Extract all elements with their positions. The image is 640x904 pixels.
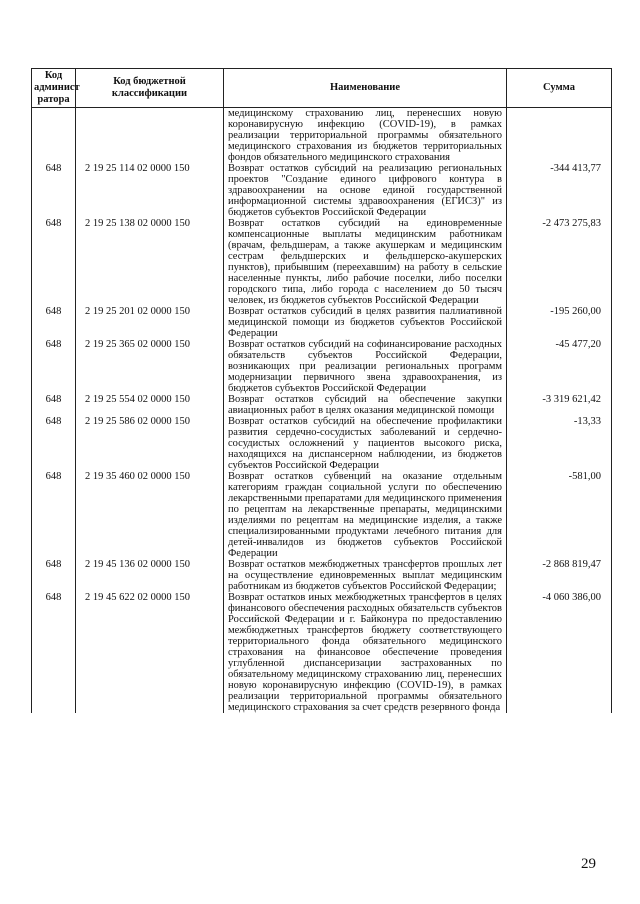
cell-name: Возврат остатков иных межбюджетных трансфертов в целях финансового обеспечения расходных обязательств субъектов Российской Федерации и г. Байконура по предоставлению межбюджетных трансфертов бюджету соответствующего территориального фонда обязательного медицинского страхования на финансовое обеспечение проведения углубленной диспансеризации застрахованных по обязательному медицинскому страхованию лиц, перенесших новую коронавирусную инфекцию (COVID-19), в рамках реализации территориальной программы обязательного медицинского страхования за счет средств резервного фонда xyxy=(224,592,507,713)
cell-admin: 648 xyxy=(32,592,76,713)
cell-code xyxy=(76,108,224,164)
table-row xyxy=(32,218,612,306)
cell-sum: -2 473 275,83 xyxy=(507,218,612,306)
cell-sum: -3 319 621,42 xyxy=(507,394,612,416)
cell-code: 2 19 25 586 02 0000 150 xyxy=(76,416,224,471)
cell-code: 2 19 25 114 02 0000 150 xyxy=(76,163,224,218)
cell-name: Возврат остатков субвенций на оказание отдельным категориям граждан социальной услуги по обеспечению лекарственными препаратами для медицинского применения по рецептам на лекарственные препараты, медицинскими изделиями по рецептам на медицинские изделия, а также специализированными продуктами лечебного питания для детей-инвалидов из бюджетов субъектов Российской Федерации xyxy=(224,471,507,559)
cell-code: 2 19 45 622 02 0000 150 xyxy=(76,592,224,713)
header-code: Код бюджетной классификации xyxy=(76,69,224,108)
cell-code: 2 19 25 138 02 0000 150 xyxy=(76,218,224,306)
table-row xyxy=(32,559,612,592)
cell-admin: 648 xyxy=(32,306,76,339)
cell-admin: 648 xyxy=(32,339,76,394)
cell-sum: -13,33 xyxy=(507,416,612,471)
cell-admin: 648 xyxy=(32,559,76,592)
cell-admin xyxy=(32,108,76,164)
table-row xyxy=(32,163,612,218)
cell-name: Возврат остатков межбюджетных трансфертов прошлых лет на осуществление единовременных выплат медицинским работникам из бюджетов субъектов Российской Федерации; xyxy=(224,559,507,592)
cell-sum: -4 060 386,00 xyxy=(507,592,612,713)
cell-name: Возврат остатков субсидий на реализацию региональных проектов "Создание единого цифрового контура в здравоохранении на основе единой государственной информационной системы здравоохранения (ЕГИСЗ)" из бюджетов субъектов Российской Федерации xyxy=(224,163,507,218)
page-number: 29 xyxy=(581,856,596,872)
cell-name: Возврат остатков субсидий на единовременные компенсационные выплаты медицинским работникам (врачам, фельдшерам, а также акушеркам и медицинским сестрам фельдшерских и фельдшерско-акушерских пунктов), прибывшим (переехавшим) на работу в сельские населенные пункты, либо рабочие поселки, либо поселки городского типа, либо города с населением до 50 тысяч человек, из бюджетов субъектов Российской Федерации xyxy=(224,218,507,306)
cell-admin: 648 xyxy=(32,416,76,471)
table-row xyxy=(32,471,612,559)
cell-name: Возврат остатков субсидий на софинансирование расходных обязательств субъектов Российской Федерации, возникающих при реализации региональных программ модернизации первичного звена здравоохранения, из бюджетов субъектов Российской Федерации xyxy=(224,339,507,394)
cell-sum: -195 260,00 xyxy=(507,306,612,339)
cell-code: 2 19 25 201 02 0000 150 xyxy=(76,306,224,339)
table-row xyxy=(32,339,612,394)
cell-admin: 648 xyxy=(32,163,76,218)
cell-name: Возврат остатков субсидий на обеспечение закупки авиационных работ в целях оказания медицинской помощи xyxy=(224,394,507,416)
table-row xyxy=(32,306,612,339)
cell-name: Возврат остатков субсидий на обеспечение профилактики развития сердечно-сосудистых заболеваний и сердечно-сосудистых осложнений у пациентов высокого риска, находящихся на диспансерном наблюдении, из бюджетов субъектов Российской Федерации xyxy=(224,416,507,471)
cell-admin: 648 xyxy=(32,394,76,416)
cell-sum: -2 868 819,47 xyxy=(507,559,612,592)
cell-sum: -344 413,77 xyxy=(507,163,612,218)
header-sum: Сумма xyxy=(507,69,612,108)
cell-code: 2 19 35 460 02 0000 150 xyxy=(76,471,224,559)
cell-name: медицинскому страхованию лиц, перенесших новую коронавирусную инфекцию (COVID-19), в рамках реализации территориальной программы обязательного медицинского страхования из бюджетов территориальных фондов обязательного медицинского страхования xyxy=(224,108,507,164)
cell-sum: -45 477,20 xyxy=(507,339,612,394)
cell-sum xyxy=(507,108,612,164)
cell-admin: 648 xyxy=(32,471,76,559)
budget-table xyxy=(31,68,612,713)
cell-sum: -581,00 xyxy=(507,471,612,559)
cell-code: 2 19 25 554 02 0000 150 xyxy=(76,394,224,416)
header-name: Наименование xyxy=(224,69,507,108)
cell-code: 2 19 25 365 02 0000 150 xyxy=(76,339,224,394)
cell-name: Возврат остатков субсидий в целях развития паллиативной медицинской помощи из бюджетов субъектов Российской Федерации xyxy=(224,306,507,339)
table-row xyxy=(32,394,612,416)
cell-code: 2 19 45 136 02 0000 150 xyxy=(76,559,224,592)
table-row xyxy=(32,108,612,164)
header-admin: Код админист ратора xyxy=(32,69,76,108)
cell-admin: 648 xyxy=(32,218,76,306)
table-row xyxy=(32,592,612,713)
table-row xyxy=(32,416,612,471)
table-header-row xyxy=(32,69,612,108)
